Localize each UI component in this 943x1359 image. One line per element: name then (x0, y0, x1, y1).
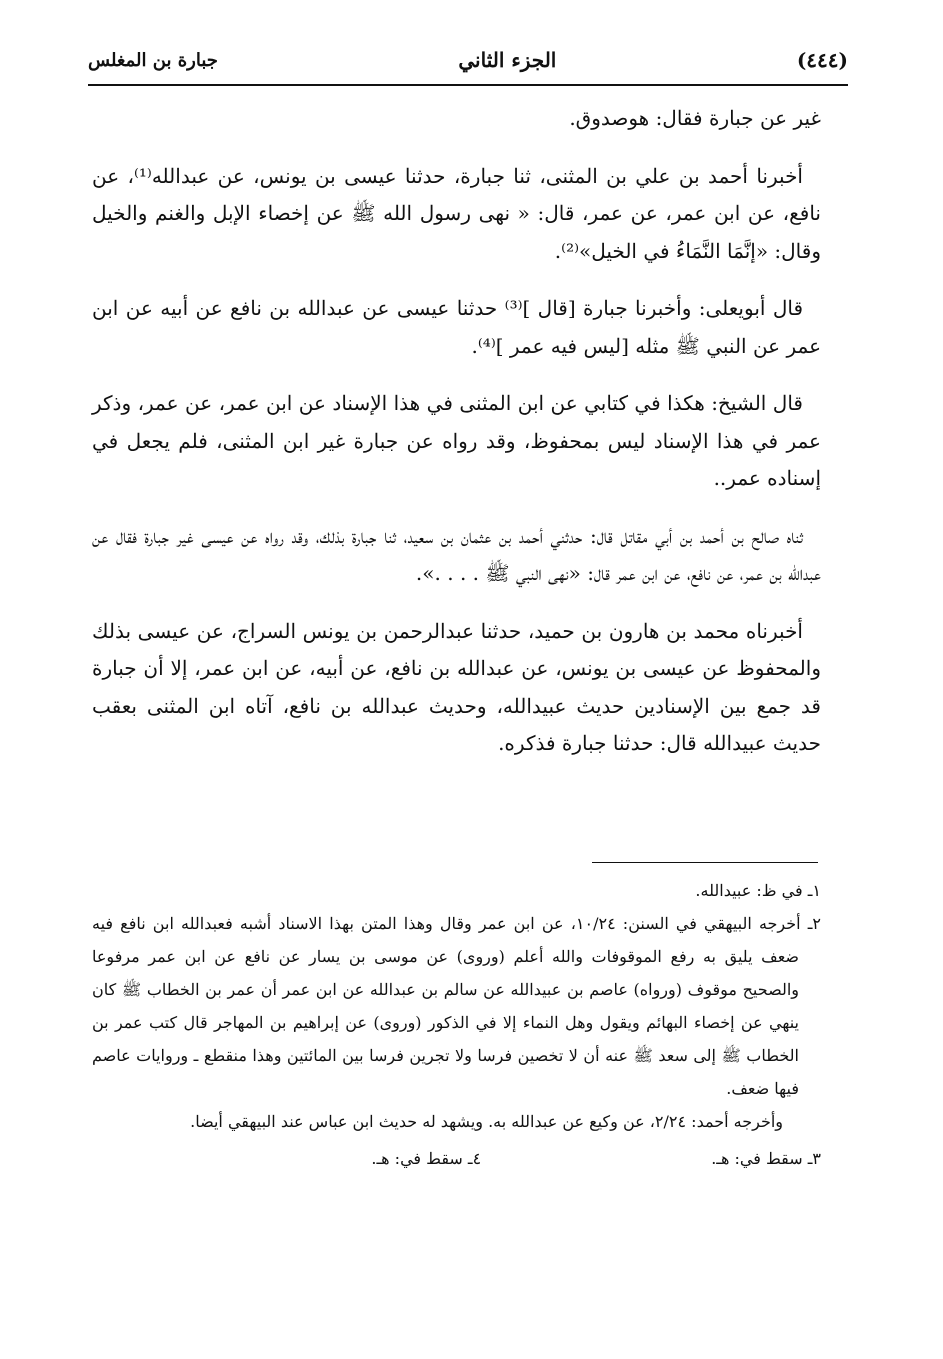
main-text (92, 100, 821, 783)
footnote-4: ٤ـ سقط في: هـ. (371, 1149, 482, 1168)
entry-name: جبارة بن المغلس (88, 49, 218, 71)
footnote-2-continued: وأخرجه أحمد: ٢/٢٤، عن وكيع عن عبدالله به. ويشهد له حديث ابن عباس عند البيهقي أيضا. (190, 1112, 783, 1131)
header-rule (88, 84, 848, 86)
paragraph-5: ثناه صالح بن أحمد بن أبي مقاتل قال: حدثني أحمد بن عثمان بن سعيد، ثنا جبارة بذلك، وقد رواه عن عيسى غير جبارة فقال عن عبدالله بن عمر، عن نافع، عن ابن عمر قال: «نهى النبي ﷺ . . . .». (92, 523, 821, 585)
footnote-2: ٢ـ أخرجه البيهقي في السنن: ١٠/٢٤، عن ابن عمر وقال وهذا المتن بهذا الاسناد أشبه فعبدالله ابن نافع فيه ضعف يليق به رفع الموقوفات والله أعلم (وروى) عن موسى بن يسار عن نافع عن ابن عمر مرفوعا والصحيح موقوف (ورواه) عاصم بن عبيدالله عن سالم بن عبدالله عن ابن عمر أن عمر بن الخطاب ﷺ كان ينهي عن إخصاء البهائم ويقول وهل النماء إلا في الذكور (وروى) عن إبراهيم بن المهاجر قال كتب عمر بن الخطاب ﷺ إلى سعد ﷺ عنه أن لا تخصين فرسا ولا تجرين فرسا بين المائتين وهذا منقطع ـ وروايات عاصم فيها ضعف. (92, 914, 821, 1098)
paragraph-3: قال أبويعلى: وأخبرنا جبارة [قال ]⁽³⁾ حدثنا عيسى عن عبدالله بن نافع عن أبيه عن ابن عمر عن النبي ﷺ مثله [ليس فيه عمر ]⁽⁴⁾. (92, 296, 821, 358)
footnote-1: ١ـ في ظ: عبيدالله. (695, 881, 821, 900)
paragraph-4: قال الشيخ: هكذا في كتابي عن ابن المثنى في هذا الإسناد عن ابن عمر، عن عمر، وذكر عمر في هذا الإسناد ليس بمحفوظ، وقد رواه عن جبارة غير ابن المثنى، فلم يجعل في إسناده عمر.. (92, 391, 821, 490)
footnote-row-3-4 (92, 1142, 821, 1175)
running-header (88, 38, 848, 82)
footnotes (92, 874, 821, 1175)
page-number: (٤٤٤) (796, 48, 848, 72)
paragraph-1: غير عن جبارة فقال: هوصدوق. (569, 106, 821, 130)
footnote-rule (592, 862, 818, 863)
footnote-3: ٣ـ سقط في: هـ. (711, 1149, 821, 1168)
paragraph-2: أخبرنا أحمد بن علي بن المثنى، ثنا جبارة، حدثنا عيسى بن يونس، عن عبدالله⁽¹⁾، عن نافع، عن ابن عمر، عن عمر، قال: « نهى رسول الله ﷺ عن إخصاء الإبل والغنم والخيل وقال: «إنَّمَا النَّمَاءُ في الخيل»⁽²⁾. (92, 163, 821, 263)
paragraph-6: أخبرناه محمد بن هارون بن حميد، حدثنا عبدالرحمن بن يونس السراج، عن عيسى بذلك والمحفوظ عن عيسى بن يونس، عن عبدالله بن نافع، عن أبيه، عن ابن عمر، إلا أن جبارة قد جمع بين الإسنادين حديث عبيدالله، وحديث عبدالله بن نافع، آتاه ابن المثنى بعقب حديث عبيدالله قال: حدثنا جبارة فذكره. (92, 618, 821, 755)
volume-title: الجزء الثاني (458, 48, 557, 72)
